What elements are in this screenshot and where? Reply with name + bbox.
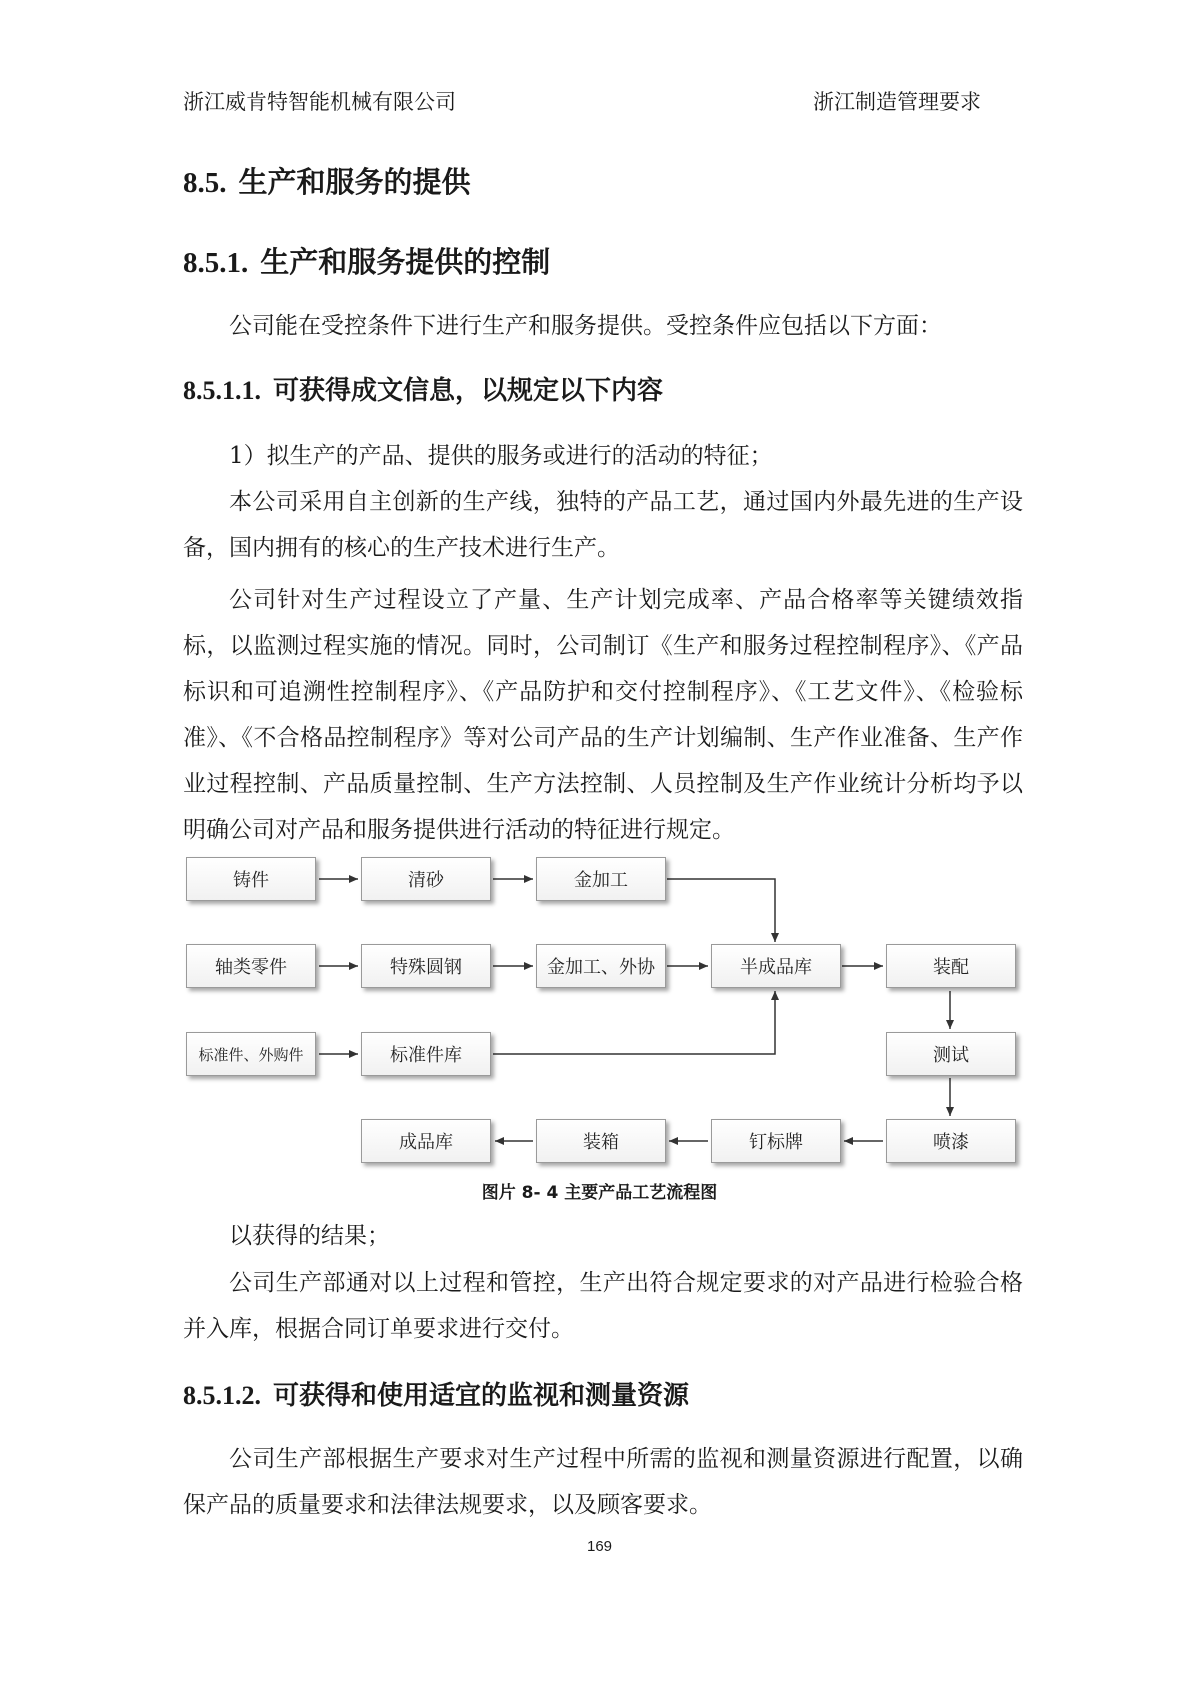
paragraph-monitoring: 公司生产部根据生产要求对生产过程中所需的监视和测量资源进行配置，以确保产品的质量要求和法律法规要求，以及顾客要求。 xyxy=(183,1446,1023,1518)
node-jinjiagong: 金加工 xyxy=(536,857,666,901)
node-chengpinku: 成品库 xyxy=(361,1119,491,1163)
section-title: 可获得和使用适宜的监视和测量资源 xyxy=(273,1381,690,1411)
node-jinjiagong-waixie: 金加工、外协 xyxy=(536,944,666,988)
node-zhuangpei: 装配 xyxy=(886,944,1016,988)
node-biaozhunjian-waigoujian: 标准件、外购件 xyxy=(186,1032,316,1076)
section-title: 生产和服务的提供 xyxy=(238,165,471,199)
section-title: 可获得成文信息，以规定以下内容 xyxy=(273,376,664,406)
paragraph-production-line: 本公司采用自主创新的生产线，独特的产品工艺，通过国内外最先进的生产设备，国内拥有的核心的生产技术进行生产。 xyxy=(183,489,1023,561)
page-number: 169 xyxy=(586,1538,613,1555)
paragraph-kpi: 公司针对生产过程设立了产量、生产计划完成率、产品合格率等关键绩效指标，以监测过程实施的情况。同时，公司制订《生产和服务过程控制程序》、《产品标识和可追溯性控制程序》、《产品防护和交付控制程序》、《工艺文件》、《检验标准》、《不合格品控制程序》等对公司产品的生产计划编制、生产作业准备、生产作业过程控制、产品质量控制、生产方法控制、人员控制及生产作业统计分析均予以明确公司对产品和服务提供进行活动的特征进行规定。 xyxy=(183,587,1023,843)
node-banchengpinku: 半成品库 xyxy=(711,944,841,988)
node-zhoulei: 轴类零件 xyxy=(186,944,316,988)
section-8-5-1-heading xyxy=(183,240,550,281)
section-number: 8.5.1.2. xyxy=(183,1381,261,1410)
header-doc-title: 浙江制造管理要求 xyxy=(813,90,981,114)
node-zhujian: 铸件 xyxy=(186,857,316,901)
list-item-1: 1）拟生产的产品、提供的服务或进行的活动的特征； xyxy=(229,443,773,469)
section-number: 8.5. xyxy=(183,167,227,199)
section-number: 8.5.1.1. xyxy=(183,376,261,405)
node-penqi: 喷漆 xyxy=(886,1119,1016,1163)
arrow-jinjiagong-banchengpin xyxy=(667,879,775,942)
section-title: 生产和服务提供的控制 xyxy=(260,245,551,279)
section-number: 8.5.1. xyxy=(183,247,249,279)
header-company: 浙江威肯特智能机械有限公司 xyxy=(183,90,456,114)
intro-paragraph: 公司能在受控条件下进行生产和服务提供。受控条件应包括以下方面： xyxy=(229,313,942,339)
node-qingsha: 清砂 xyxy=(361,857,491,901)
node-biaozhunjianku: 标准件库 xyxy=(361,1032,491,1076)
section-8-5-1-2-heading xyxy=(183,1375,689,1412)
node-ceshi: 测试 xyxy=(886,1032,1016,1076)
paragraph-result: 公司生产部通对以上过程和管控，生产出符合规定要求的对产品进行检验合格并入库，根据合同订单要求进行交付。 xyxy=(183,1270,1023,1342)
section-8-5-heading xyxy=(183,160,471,201)
list-item-result: 以获得的结果； xyxy=(229,1223,390,1249)
node-teshuyuangang: 特殊圆钢 xyxy=(361,944,491,988)
figure-caption: 图片 8- 4 主要产品工艺流程图 xyxy=(481,1183,718,1203)
node-dingbiaopai: 钉标牌 xyxy=(711,1119,841,1163)
arrow-biaozhunjianku-banchengpin xyxy=(493,991,775,1054)
section-8-5-1-1-heading xyxy=(183,370,663,407)
node-zhuangxiang: 装箱 xyxy=(536,1119,666,1163)
